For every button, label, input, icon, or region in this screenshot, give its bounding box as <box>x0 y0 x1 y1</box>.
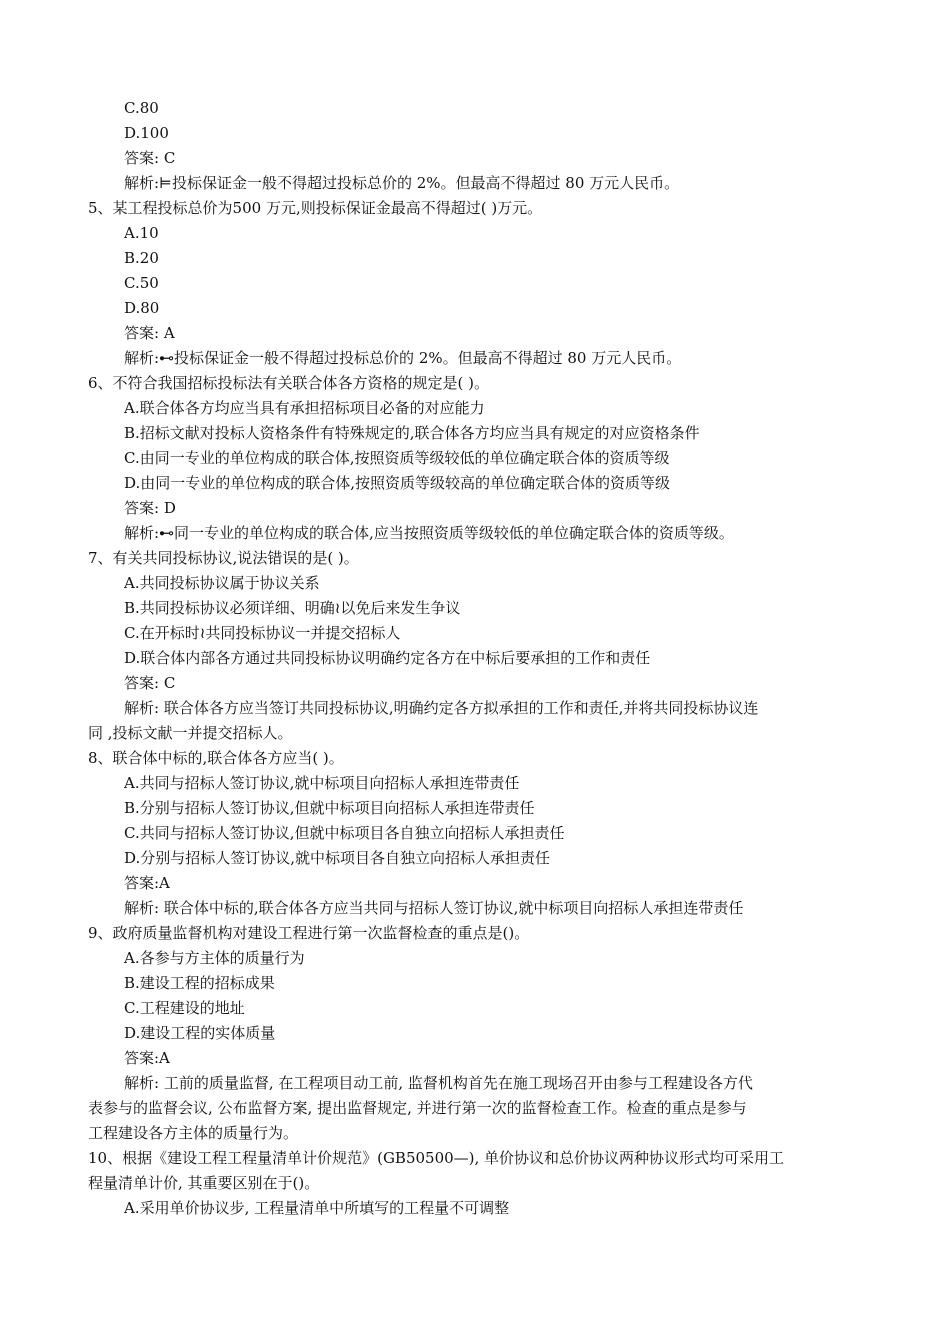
explanation-line: 解析:⊷同一专业的单位构成的联合体,应当按照资质等级较低的单位确定联合体的资质等级。 <box>124 524 734 542</box>
answer-line: 答案:A <box>124 1049 170 1067</box>
option-line: A.各参与方主体的质量行为 <box>124 949 305 967</box>
explanation-line: 解析: 工前的质量监督, 在工程项目动工前, 监督机构首先在施工现场召开由参与工程建设各方代 <box>124 1074 753 1092</box>
question-line: 10、根据《建设工程工程量清单计价规范》(GB50500—), 单价协议和总价协议两种协议形式均可采用工 <box>88 1149 785 1167</box>
option-line: C.由同一专业的单位构成的联合体,按照资质等级较低的单位确定联合体的资质等级 <box>124 449 670 467</box>
option-line: C.在开标时≀共同投标协议一并提交招标人 <box>124 624 401 642</box>
option-line: D.建设工程的实体质量 <box>124 1024 276 1042</box>
option-line: A.采用单价协议步, 工程量清单中所填写的工程量不可调整 <box>124 1199 510 1217</box>
question-continuation: 程量清单计价, 其重要区别在于()。 <box>88 1174 320 1192</box>
explanation-line: 解析:⊷投标保证金一般不得超过投标总价的 2%。但最高不得超过 80 万元人民币。 <box>124 349 682 367</box>
answer-line: 答案: C <box>124 149 176 167</box>
option-line: C.共同与招标人签订协议,但就中标项目各自独立向招标人承担责任 <box>124 824 565 842</box>
option-line: A.联合体各方均应当具有承担招标项目必备的对应能力 <box>124 399 485 417</box>
option-line: D.联合体内部各方通过共同投标协议明确约定各方在中标后要承担的工作和责任 <box>124 649 651 667</box>
option-line: B.建设工程的招标成果 <box>124 974 275 992</box>
option-line: B.20 <box>124 249 159 267</box>
option-line: A.共同投标协议属于协议关系 <box>124 574 320 592</box>
question-line: 8、联合体中标的,联合体各方应当( )。 <box>88 749 344 767</box>
answer-line: 答案:A <box>124 874 170 892</box>
option-line: C.工程建设的地址 <box>124 999 245 1017</box>
option-line: B.招标文献对投标人资格条件有特殊规定的,联合体各方均应当具有规定的对应资格条件 <box>124 424 700 442</box>
option-line: B.共同投标协议必须详细、明确≀以免后来发生争议 <box>124 599 461 617</box>
option-line: A.共同与招标人签订协议,就中标项目向招标人承担连带责任 <box>124 774 520 792</box>
question-line: 7、有关共同投标协议,说法错误的是( )。 <box>88 549 359 567</box>
explanation-line: 解析:⊨投标保证金一般不得超过投标总价的 2%。但最高不得超过 80 万元人民币。 <box>124 174 680 192</box>
option-line: D.100 <box>124 124 169 142</box>
explanation-line: 解析: 联合体中标的,联合体各方应当共同与招标人签订协议,就中标项目向招标人承担连带责任 <box>124 899 744 917</box>
option-line: A.10 <box>124 224 159 242</box>
explanation-continuation: 工程建设各方主体的质量行为。 <box>88 1124 299 1142</box>
question-line: 6、不符合我国招标投标法有关联合体各方资格的规定是( )。 <box>88 374 490 392</box>
option-line: D.由同一专业的单位构成的联合体,按照资质等级较高的单位确定联合体的资质等级 <box>124 474 671 492</box>
explanation-continuation: 同 ,投标文献一并提交招标人。 <box>88 724 293 742</box>
question-line: 5、某工程投标总价为500 万元,则投标保证金最高不得超过( )万元。 <box>88 199 543 217</box>
option-line: B.分别与招标人签订协议,但就中标项目向招标人承担连带责任 <box>124 799 535 817</box>
option-line: C.80 <box>124 99 159 117</box>
question-line: 9、政府质量监督机构对建设工程进行第一次监督检查的重点是()。 <box>88 924 530 942</box>
option-line: D.80 <box>124 299 160 317</box>
answer-line: 答案: D <box>124 499 176 517</box>
option-line: D.分别与招标人签订协议,就中标项目各自独立向招标人承担责任 <box>124 849 551 867</box>
answer-line: 答案: A <box>124 324 175 342</box>
explanation-continuation: 表参与的监督会议, 公布监督方案, 提出监督规定, 并进行第一次的监督检查工作。检查的重点是参与 <box>88 1099 747 1117</box>
answer-line: 答案: C <box>124 674 176 692</box>
explanation-line: 解析: 联合体各方应当签订共同投标协议,明确约定各方拟承担的工作和责任,并将共同投标协议连 <box>124 699 759 717</box>
option-line: C.50 <box>124 274 159 292</box>
